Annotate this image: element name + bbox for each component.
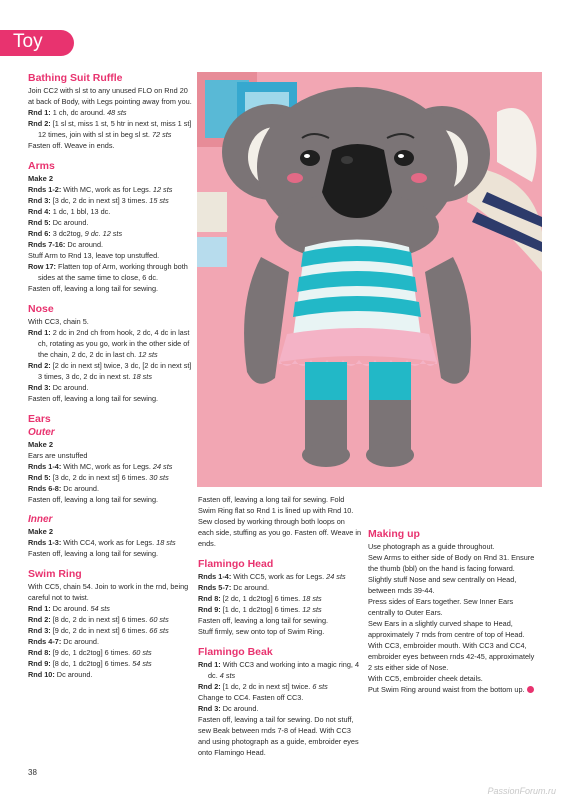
ears-note: Ears are unstuffed xyxy=(28,451,88,460)
stitch-count: 18 sts xyxy=(300,594,322,603)
row-text: 3 dc2tog, xyxy=(50,229,83,238)
row-text: [3 dc, 2 dc in next st] 3 times. xyxy=(50,196,148,205)
pattern-row xyxy=(28,239,192,250)
row-text: [9 dc, 2 dc in next st] 6 times. xyxy=(50,626,148,635)
pattern-row xyxy=(28,206,192,217)
row-label: Rnd 3: xyxy=(28,196,51,205)
arms-end: Fasten off, leaving a long tail for sewing. xyxy=(28,284,159,293)
arms-note: Stuff Arm to Rnd 13, leave top unstuffed. xyxy=(28,251,160,260)
stitch-count: 24 sts xyxy=(150,462,173,471)
stitch-count: 9 dc. 12 sts xyxy=(82,229,123,238)
pattern-row xyxy=(28,184,192,195)
making-up-p5: Sew Ears in a slightly curved shape to Head, approximately 7 rnds from centre of top of Head. xyxy=(368,619,525,639)
pattern-row xyxy=(28,217,192,228)
heading-arms: Arms xyxy=(28,160,55,172)
pattern-row xyxy=(28,636,192,647)
row-label: Rnds 1-2: xyxy=(28,185,62,194)
pattern-row xyxy=(198,604,362,615)
stitch-count: 24 sts xyxy=(324,572,346,581)
row-text: [3 dc, 2 dc in next st] 6 times. xyxy=(50,473,148,482)
stitch-count: 18 sts xyxy=(154,538,176,547)
row-text: [1 dc, 2 dc in next st] twice. xyxy=(220,682,311,691)
arms-make: Make 2 xyxy=(28,174,54,183)
row-label: Rnd 3: xyxy=(198,704,221,713)
row-text: Dc around. xyxy=(54,670,93,679)
row-text: With MC, work as for Legs. xyxy=(61,185,151,194)
pattern-row xyxy=(28,647,192,658)
flamingo-beak-end: Fasten off, leaving a tail for sewing. Do not stuff, sew Beak between rnds 7-8 of Head. With CC3 and using photograph as a guide, embroider eyes onto Flamingo Head. xyxy=(198,715,359,757)
row-text: [1 dc, 1 dc2tog] 6 times. xyxy=(220,605,301,614)
row-text: 1 ch, dc around. xyxy=(50,108,106,117)
pattern-row xyxy=(28,107,192,118)
pattern-row xyxy=(28,382,192,393)
stitch-count: 48 sts xyxy=(105,108,127,117)
pattern-row xyxy=(198,571,362,582)
row-label: Rnd 8: xyxy=(28,648,51,657)
making-up-p1: Use photograph as a guide throughout. xyxy=(368,542,495,551)
inner-ears-make: Make 2 xyxy=(28,527,54,536)
bathing-intro: Join CC2 with sl st to any unused FLO on Rnd 20 at back of Body, with Legs pointing away from you. xyxy=(28,86,192,106)
stitch-count: 66 sts xyxy=(147,626,169,635)
ears-make: Make 2 xyxy=(28,440,54,449)
row-label: Rnd 3: xyxy=(28,626,51,635)
swim-ring-continued: Fasten off, leaving a long tail for sewing. Fold Swim Ring flat so Rnd 1 is lined up with Rnd 10. Sew closed by working through both loops on each side, stuffing as you go. Fasten off. Weave in ends. xyxy=(198,495,362,548)
stitch-count: 12 sts xyxy=(150,185,173,194)
stitch-count: 15 sts xyxy=(147,196,169,205)
row-text: [9 dc, 1 dc2tog] 6 times. xyxy=(50,648,131,657)
row-label: Rnds 7-16: xyxy=(28,240,66,249)
row-text: [1 sl st, miss 1 st, 5 htr in next st, miss 1 st] 12 times, join with sl st in beg sl st. xyxy=(38,119,192,139)
row-label: Rnd 3: xyxy=(28,383,51,392)
heading-nose: Nose xyxy=(28,303,54,315)
making-up-p8-text: Put Swim Ring around waist from the bottom up. xyxy=(368,685,525,694)
stitch-count: 12 sts xyxy=(300,605,322,614)
column-left xyxy=(28,72,192,680)
making-up-p3: Slightly stuff Nose and sew centrally on Head, between rnds 39-44. xyxy=(368,575,517,595)
heading-swim-ring: Swim Ring xyxy=(28,568,82,580)
row-text: Dc around. xyxy=(50,604,89,613)
row-text: With CC4, work as for Legs. xyxy=(61,538,155,547)
end-mark-icon xyxy=(527,686,534,693)
row-text: With MC, work as for Legs. xyxy=(61,462,151,471)
row-text: 2 dc in 2nd ch from hook, 2 dc, 4 dc in last ch, rotating as you go, work in the other side of the chain, 2 dc, 2 dc in last ch. xyxy=(38,328,190,359)
row-label: Rnd 1: xyxy=(28,108,51,117)
row-text: Dc around. xyxy=(61,637,99,646)
pattern-row xyxy=(198,659,362,681)
heading-inner-ears: Inner xyxy=(28,514,53,525)
row-label: Rnd 4: xyxy=(28,207,51,216)
stitch-count: 54 sts xyxy=(88,604,110,613)
pattern-row xyxy=(28,472,192,483)
row-label: Rnd 1: xyxy=(28,328,51,337)
row-text: [2 dc in next st] twice, 3 dc, [2 dc in next st] 3 times, 3 dc, 2 dc in next st. xyxy=(38,361,192,381)
stitch-count: 4 sts xyxy=(217,671,236,680)
row-label: Rnd 10: xyxy=(28,670,55,679)
pattern-row xyxy=(198,703,362,714)
row-label: Rnds 1-4: xyxy=(28,462,62,471)
row-text: Dc around. xyxy=(65,240,104,249)
pattern-row xyxy=(28,228,192,239)
pattern-row xyxy=(28,614,192,625)
bathing-end: Fasten off. Weave in ends. xyxy=(28,141,115,150)
stitch-count: 54 sts xyxy=(130,659,152,668)
pattern-row xyxy=(28,625,192,636)
stitch-count: 60 sts xyxy=(130,648,152,657)
pattern-row xyxy=(28,669,192,680)
pattern-row xyxy=(28,261,192,283)
row-text: Dc around. xyxy=(61,484,99,493)
row-label: Rnd 5: xyxy=(28,473,51,482)
row-text: With CC3 and working into a magic ring, 4 dc. xyxy=(208,660,359,680)
row-label: Rnds 5-7: xyxy=(198,583,232,592)
row-text: Dc around. xyxy=(220,704,259,713)
column-middle xyxy=(198,494,362,758)
row-text: Dc around. xyxy=(50,218,89,227)
pattern-row xyxy=(28,461,192,472)
inner-ears-end: Fasten off, leaving a long tail for sewing. xyxy=(28,549,159,558)
row-label: Rnd 2: xyxy=(28,615,51,624)
row-label: Row 17: xyxy=(28,262,56,271)
row-label: Rnd 2: xyxy=(198,682,221,691)
heading-flamingo-beak: Flamingo Beak xyxy=(198,646,273,658)
row-text: [2 dc, 1 dc2tog] 6 times. xyxy=(220,594,301,603)
pattern-row xyxy=(28,118,192,140)
pattern-row xyxy=(28,360,192,382)
row-text: Dc around. xyxy=(231,583,269,592)
row-label: Rnd 9: xyxy=(198,605,221,614)
pattern-row xyxy=(28,603,192,614)
row-label: Rnds 1-3: xyxy=(28,538,62,547)
making-up-p2: Sew Arms to either side of Body on Rnd 31. Ensure the thumb (bbl) on the hand is facing forward. xyxy=(368,553,535,573)
row-label: Rnd 1: xyxy=(198,660,221,669)
making-up-p7: With CC5, embroider cheek details. xyxy=(368,674,483,683)
row-text: Flatten top of Arm, working through both sides at the same time to close, 6 dc. xyxy=(38,262,188,282)
stitch-count: 18 sts xyxy=(130,372,152,381)
ears-end: Fasten off, leaving a long tail for sewing. xyxy=(28,495,159,504)
row-label: Rnds 4-7: xyxy=(28,637,62,646)
stitch-count: 12 sts xyxy=(136,350,158,359)
heading-making-up: Making up xyxy=(368,528,420,540)
pattern-row xyxy=(28,327,192,360)
row-text: With CC5, work as for Legs. xyxy=(231,572,325,581)
row-label: Rnd 8: xyxy=(198,594,221,603)
row-text: Dc around. xyxy=(50,383,89,392)
pattern-row xyxy=(28,537,192,548)
row-label: Rnd 1: xyxy=(28,604,51,613)
heading-ears: Ears xyxy=(28,413,51,425)
stitch-count: 30 sts xyxy=(147,473,169,482)
koala-illustration xyxy=(197,72,542,487)
heading-outer-ears: Outer xyxy=(28,427,55,438)
heading-bathing-suit-ruffle: Bathing Suit Ruffle xyxy=(28,72,123,84)
column-right xyxy=(368,494,540,695)
pattern-row xyxy=(28,195,192,206)
row-text: [8 dc, 1 dc2tog] 6 times. xyxy=(50,659,131,668)
stitch-count: 72 sts xyxy=(149,130,172,139)
row-label: Rnd 2: xyxy=(28,361,51,370)
row-label: Rnds 1-4: xyxy=(198,572,232,581)
flamingo-head-end: Fasten off, leaving a long tail for sewing. xyxy=(198,616,329,625)
nose-intro: With CC3, chain 5. xyxy=(28,317,89,326)
flamingo-head-end-2: Stuff firmly, sew onto top of Swim Ring. xyxy=(198,627,325,636)
page-number: 38 xyxy=(28,768,37,777)
making-up-p4: Press sides of Ears together. Sew Inner Ears centrally to Outer Ears. xyxy=(368,597,514,617)
pattern-row xyxy=(198,582,362,593)
row-label: Rnd 6: xyxy=(28,229,51,238)
section-tab-label: Toy xyxy=(13,31,43,52)
row-label: Rnd 5: xyxy=(28,218,51,227)
pattern-row xyxy=(28,483,192,494)
row-label: Rnd 2: xyxy=(28,119,51,128)
pattern-row xyxy=(198,593,362,604)
making-up-p8 xyxy=(368,684,540,695)
stitch-count: 60 sts xyxy=(147,615,169,624)
koala-photo xyxy=(197,72,542,487)
heading-flamingo-head: Flamingo Head xyxy=(198,558,274,570)
flamingo-beak-change: Change to CC4. Fasten off CC3. xyxy=(198,693,304,702)
row-label: Rnd 9: xyxy=(28,659,51,668)
row-text: [8 dc, 2 dc in next st] 6 times. xyxy=(50,615,148,624)
pattern-row xyxy=(198,681,362,692)
watermark: PassionForum.ru xyxy=(487,786,556,796)
row-label: Rnds 6-8: xyxy=(28,484,62,493)
making-up-p6: With CC3, embroider mouth. With CC3 and CC4, embroider eyes between rnds 42-45, approximately 2 sts either side of Nose. xyxy=(368,641,535,672)
row-text: 1 dc, 1 bbl, 13 dc. xyxy=(50,207,111,216)
section-tab xyxy=(0,30,74,56)
stitch-count: 6 sts xyxy=(310,682,328,691)
nose-end: Fasten off, leaving a long tail for sewing. xyxy=(28,394,159,403)
swim-ring-intro: With CC5, chain 54. Join to work in the rnd, being careful not to twist. xyxy=(28,582,189,602)
pattern-row xyxy=(28,658,192,669)
